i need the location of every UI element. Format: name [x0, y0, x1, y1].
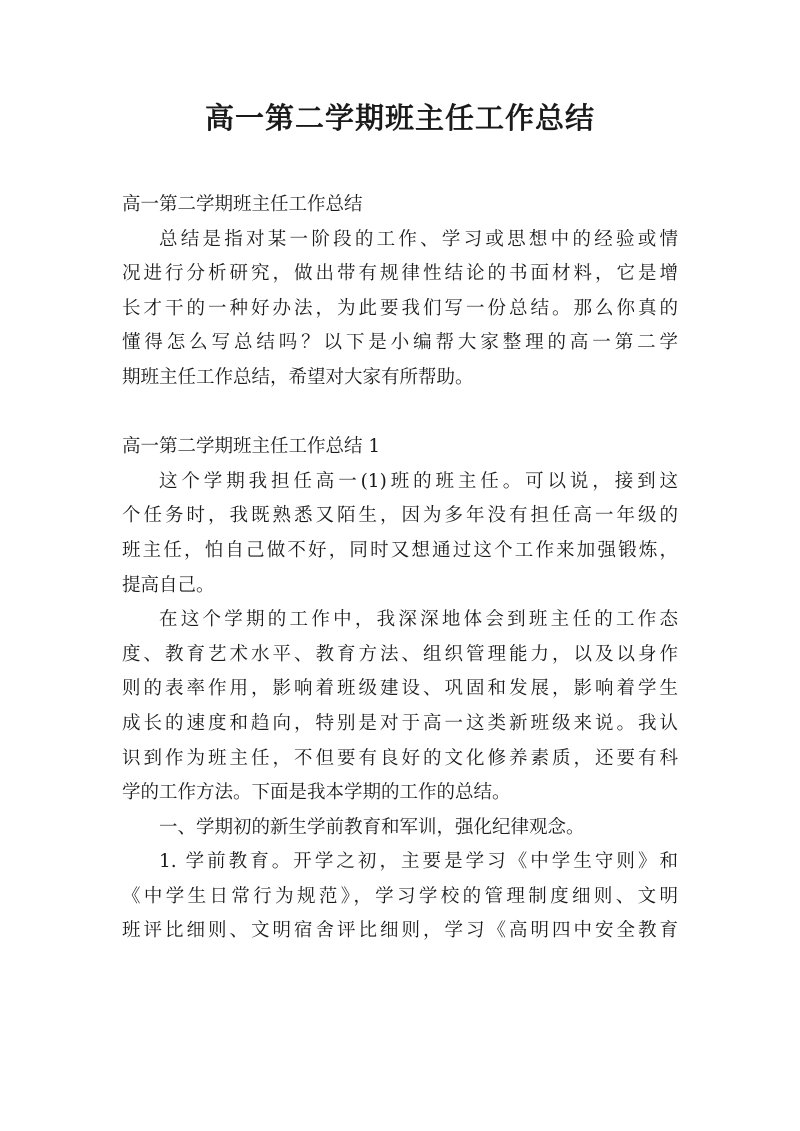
text-line: 成长的速度和趋向，特别是对于高一这类新班级来说。我认	[122, 712, 678, 734]
document-body	[122, 188, 678, 949]
text-line: 提高自己。	[122, 574, 215, 596]
text-line: 《中学生日常行为规范》，学习学校的管理制度细则、文明	[122, 885, 678, 907]
text-line: 总结是指对某一阶段的工作、学习或思想中的经验或情	[159, 228, 678, 250]
text-line: 识到作为班主任，不但要有良好的文化修养素质，还要有科	[122, 747, 678, 769]
text-line: 这个学期我担任高一(1)班的班主任。可以说，接到这	[159, 470, 678, 492]
text-line: 长才干的一种好办法，为此要我们写一份总结。那么你真的	[122, 297, 678, 319]
text-line: 期班主任工作总结，希望对大家有所帮助。	[122, 366, 474, 388]
text-line: 度、教育艺术水平、教育方法、组织管理能力，以及以身作	[122, 643, 678, 665]
text-line: 班主任，怕自己做不好，同时又想通过这个工作来加强锻炼，	[122, 539, 678, 561]
paragraph-spacer	[122, 396, 678, 431]
text-line: 高一第二学期班主任工作总结 1	[122, 436, 381, 458]
text-line: 学的工作方法。下面是我本学期的工作的总结。	[122, 782, 511, 804]
document-title: 高一第二学期班主任工作总结	[204, 101, 595, 135]
text-line: 1. 学前教育。开学之初，主要是学习《中学生守则》和	[159, 851, 678, 873]
text-line: 则的表率作用，影响着班级建设、巩固和发展，影响着学生	[122, 678, 678, 700]
text-line: 况进行分析研究，做出带有规律性结论的书面材料，它是增	[122, 263, 678, 285]
text-line: 个任务时，我既熟悉又陌生，因为多年没有担任高一年级的	[122, 505, 678, 527]
text-line: 在这个学期的工作中，我深深地体会到班主任的工作态	[159, 609, 678, 631]
text-line: 一、学期初的新生学前教育和军训，强化纪律观念。	[159, 816, 585, 838]
text-line: 班评比细则、文明宿舍评比细则，学习《高明四中安全教育	[122, 920, 678, 942]
text-line: 懂得怎么写总结吗？以下是小编帮大家整理的高一第二学	[122, 332, 678, 354]
text-line: 高一第二学期班主任工作总结	[122, 194, 363, 215]
